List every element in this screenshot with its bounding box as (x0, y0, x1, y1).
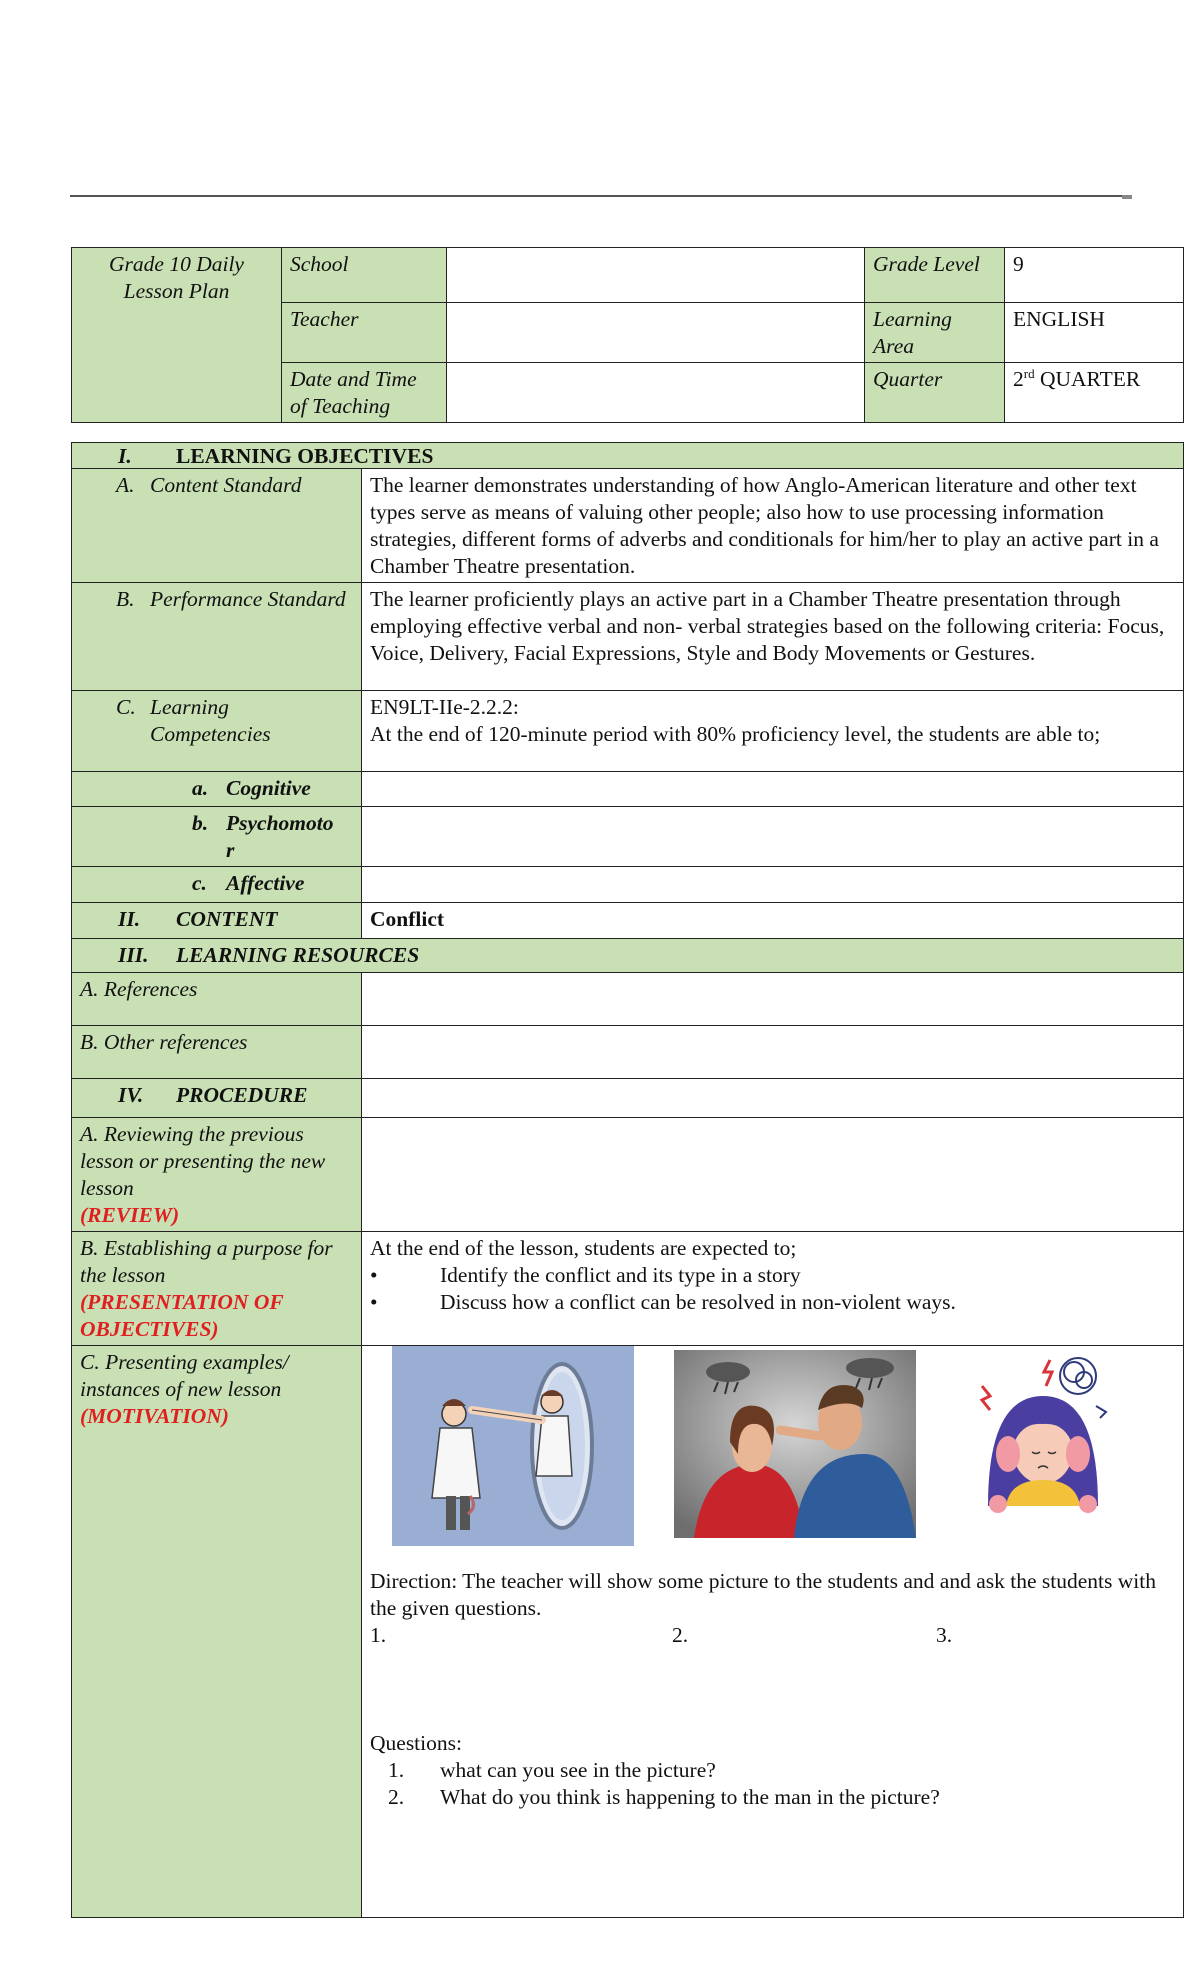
plan-title: Grade 10 Daily Lesson Plan (72, 248, 282, 423)
questions-label: Questions: (370, 1731, 462, 1755)
performance-letter: B. (116, 587, 135, 611)
procedure-header (72, 1079, 362, 1118)
quarter-num: 2 (1013, 367, 1024, 391)
references-value[interactable] (362, 973, 1184, 1026)
question-number: 2. (388, 1785, 405, 1809)
grade-value[interactable]: 9 (1005, 248, 1184, 303)
motivation-cell (362, 1346, 1184, 1918)
purpose-bullet (370, 1289, 1175, 1316)
procedure-roman: IV. (118, 1083, 144, 1107)
purpose-label-text: B. Establishing a purpose for the lesson (80, 1236, 333, 1287)
performance-standard-text: The learner proficiently plays an active part in a Chamber Theatre presentation through employing effective verbal and non- verbal strategies based on the following criteria: Focus, Voice, Delivery, Facial Expressions, Style and Body Movements or Gestures. (362, 583, 1184, 691)
school-label: School (282, 248, 447, 303)
resources-roman: III. (118, 943, 149, 967)
cognitive-label (72, 772, 362, 807)
objectives-header-row (72, 443, 1184, 469)
purpose-cell (362, 1232, 1184, 1346)
purpose-bullet (370, 1262, 1175, 1289)
content-standard-text: The learner demonstrates understanding of how Anglo-American literature and other text types serve as means of valuing other people; also how to use processing information strategies, different forms of adverbs and conditionals for him/her to play an active part in a Chamber Theatre presentation. (362, 469, 1184, 583)
review-tag: (REVIEW) (80, 1203, 180, 1227)
resources-title: LEARNING RESOURCES (176, 943, 420, 967)
picture-number-3: 3. (936, 1623, 953, 1647)
psychomotor-text: Psychomoto r (226, 811, 334, 862)
competencies-letter: C. (116, 695, 136, 719)
motivation-tag: (MOTIVATION) (80, 1404, 229, 1428)
header-rule-end (1122, 195, 1132, 199)
picture-number-1: 1. (370, 1623, 387, 1647)
cognitive-value[interactable] (362, 772, 1184, 807)
datetime-label: Date and Time of Teaching (282, 363, 447, 423)
teacher-value[interactable] (447, 303, 865, 363)
picture-number-2: 2. (672, 1623, 689, 1647)
lesson-plan-table (71, 442, 1184, 1918)
arguing-couple-photo (674, 1350, 916, 1538)
affective-value[interactable] (362, 867, 1184, 903)
area-label: Learning Area (865, 303, 1005, 363)
bullet-glyph: • (370, 1263, 378, 1287)
quarter-sup: rd (1023, 365, 1035, 381)
competency-text: At the end of 120-minute period with 80% proficiency level, the students are able to; (370, 722, 1101, 746)
content-standard-label (72, 469, 362, 583)
pictures-row (370, 1346, 1175, 1568)
other-references-label: B. Other references (72, 1026, 362, 1079)
quarter-value[interactable] (1005, 363, 1184, 423)
review-label-text: A. Reviewing the previous lesson or presenting the new lesson (80, 1122, 326, 1200)
motivation-label (72, 1346, 362, 1918)
content-standard-text-label: Content Standard (150, 473, 302, 497)
purpose-bullet-text: Discuss how a conflict can be resolved in non-violent ways. (440, 1290, 956, 1314)
header-rule (70, 195, 1130, 197)
purpose-tag: (PRESENTATION OF OBJECTIVES) (80, 1290, 284, 1341)
header-table (71, 247, 1184, 423)
purpose-intro: At the end of the lesson, students are expected to; (370, 1236, 797, 1260)
purpose-bullet-text: Identify the conflict and its type in a story (440, 1263, 801, 1287)
question-text: what can you see in the picture? (440, 1758, 716, 1782)
resources-header (72, 939, 1184, 973)
picture-numbers (370, 1622, 1175, 1649)
question-item (388, 1784, 1175, 1811)
cognitive-text: Cognitive (226, 776, 311, 800)
question-text: What do you think is happening to the man in the picture? (440, 1785, 940, 1809)
objectives-title: LEARNING OBJECTIVES (176, 444, 434, 468)
procedure-title: PROCEDURE (176, 1083, 308, 1107)
other-references-value[interactable] (362, 1026, 1184, 1079)
area-value[interactable]: ENGLISH (1005, 303, 1184, 363)
datetime-value[interactable] (447, 363, 865, 423)
content-value: Conflict (362, 903, 1184, 939)
review-label (72, 1118, 362, 1232)
question-item (388, 1757, 1175, 1784)
competencies-cell (362, 691, 1184, 772)
purpose-bullets (370, 1262, 1175, 1316)
psychomotor-value[interactable] (362, 807, 1184, 867)
performance-text-label: Performance Standard (150, 587, 346, 611)
purpose-label (72, 1232, 362, 1346)
teacher-label: Teacher (282, 303, 447, 363)
questions-list (370, 1757, 1175, 1811)
bullet-glyph: • (370, 1290, 378, 1314)
affective-text: Affective (226, 871, 305, 895)
psychomotor-label (72, 807, 362, 867)
affective-label (72, 867, 362, 903)
direction-text: Direction: The teacher will show some picture to the students and and ask the students with the given questions. (370, 1569, 1156, 1620)
content-standard-letter: A. (116, 473, 135, 497)
quarter-word: QUARTER (1034, 367, 1141, 391)
competencies-text-label: Learning Competencies (150, 695, 271, 746)
quarter-label: Quarter (865, 363, 1005, 423)
cognitive-letter: a. (192, 776, 209, 800)
content-label (72, 903, 362, 939)
stressed-girl-illustration (958, 1346, 1128, 1526)
question-number: 1. (388, 1758, 405, 1782)
content-roman: II. (118, 907, 141, 931)
school-value[interactable] (447, 248, 865, 303)
performance-standard-label (72, 583, 362, 691)
content-label-text: CONTENT (176, 907, 278, 931)
competencies-label (72, 691, 362, 772)
competency-code: EN9LT-IIe-2.2.2: (370, 695, 519, 719)
mirror-punch-illustration (392, 1346, 634, 1546)
review-value[interactable] (362, 1118, 1184, 1232)
procedure-header-blank (362, 1079, 1184, 1118)
references-label: A. References (72, 973, 362, 1026)
affective-letter: c. (192, 871, 207, 895)
objectives-roman: I. (118, 444, 132, 468)
psychomotor-letter: b. (192, 811, 209, 835)
grade-label: Grade Level (865, 248, 1005, 303)
motivation-label-text: C. Presenting examples/ instances of new lesson (80, 1350, 289, 1401)
